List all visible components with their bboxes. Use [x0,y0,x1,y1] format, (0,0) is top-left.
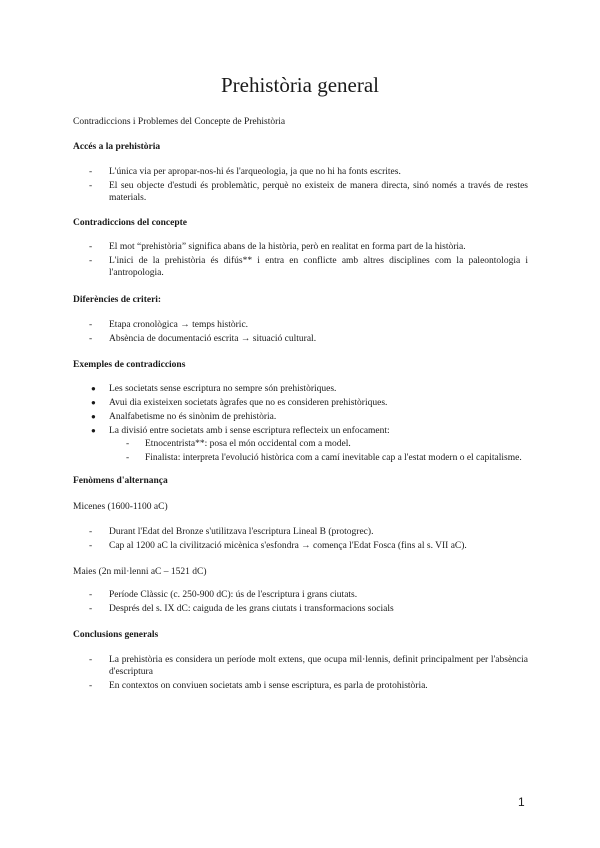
list-micenes [73,526,528,554]
sub-list-item: - Finalista: interpreta l'evolució històrica com a camí inevitable cap a l'estat modern o el capitalisme. [126,453,522,463]
dash-marker: - [89,527,93,537]
list-item: ● Avui dia existeixen societats àgrafes que no es consideren prehistòriques. [91,398,388,408]
list-contradiccions [73,241,528,281]
dash-marker: - [89,320,93,330]
list-item: - La prehistòria es considera un període molt extens, que ocupa mil·lennis, definit principalment per l'absència d'escriptura [89,655,528,677]
dash-marker: - [89,604,93,614]
page-number: 1 [518,795,525,809]
dash-marker: - [89,242,93,252]
list-item: - L'única via per apropar-nos-hi és l'arqueologia, ja que no hi ha fonts escrites. [89,167,401,177]
dash-marker: - [126,453,130,463]
heading-exemples: Exemples de contradiccions [73,360,186,370]
bullet-marker: ● [91,398,96,407]
heading-diferencies: Diferències de criteri: [73,295,162,305]
list-item: ● Analfabetisme no és sinònim de prehistòria. [91,412,277,422]
list-conclusions [73,654,528,694]
micenes-label: Micenes (1600-1100 aC) [73,502,168,512]
dash-marker: - [89,541,93,551]
dash-marker: - [89,167,93,177]
list-maies [73,589,528,617]
list-diferencies [73,319,528,347]
heading-contradiccions: Contradiccions del concepte [73,218,187,228]
dash-marker: - [89,655,93,665]
heading-acces: Accés a la prehistòria [73,142,161,152]
dash-marker: - [89,334,93,344]
heading-fenomens: Fenòmens d'alternança [73,476,168,486]
list-item: - Etapa cronològica → temps històric. [89,320,249,330]
bullet-marker: ● [91,426,96,435]
list-item: - En contextos on conviuen societats amb i sense escriptura, es parla de protohistòria. [89,681,428,691]
sublist-enfocament [109,438,528,464]
list-item: - Absència de documentació escrita → situació cultural. [89,334,317,344]
list-item: ● La divisió entre societats amb i sense escriptura reflecteix un enfocament: - Etnocentrista**: posa el món occidental com a model. - Finalista: interpreta l'evolució històrica com a camí inevitable cap a l'estat modern o el capitalisme. [73,425,528,464]
list-item: - Cap al 1200 aC la civilització micènica s'esfondra → comença l'Edat Fosca (fins al s. VII aC). [89,541,467,551]
heading-conclusions: Conclusions generals [73,630,159,640]
list-item: ● Les societats sense escriptura no sempre són prehistòriques. [91,384,337,394]
dash-marker: - [89,590,93,600]
list-item: - El seu objecte d'estudi és problemàtic, perquè no existeix de manera directa, sinó només a través de restes materials. [89,181,528,203]
sub-list-item: - Etnocentrista**: posa el món occidental com a model. [126,439,351,449]
list-item: - Durant l'Edat del Bronze s'utilitzava l'escriptura Lineal B (protogrec). [89,527,374,537]
list-exemples [73,383,528,466]
bullet-marker: ● [91,384,96,393]
dash-marker: - [126,439,130,449]
list-item: - Període Clàssic (c. 250-900 dC): ús de l'escriptura i grans ciutats. [89,590,358,600]
list-item: - L'inici de la prehistòria és difús** i entra en conflicte amb altres disciplines com la paleontologia i l'antropologia. [89,256,528,278]
maies-label: Maies (2n mil·lenni aC – 1521 dC) [73,567,207,577]
list-acces [73,166,528,206]
bullet-marker: ● [91,412,96,421]
dash-marker: - [89,681,93,691]
document-subtitle: Contradiccions i Problemes del Concepte de Prehistòria [73,117,286,127]
list-item: - El mot “prehistòria” significa abans de la història, però en realitat en forma part de la història. [89,242,466,252]
dash-marker: - [89,181,93,191]
page-title: Prehistòria general [220,73,380,97]
list-item: - Després del s. IX dC: caiguda de les grans ciutats i transformacions socials [89,604,394,614]
dash-marker: - [89,256,93,266]
